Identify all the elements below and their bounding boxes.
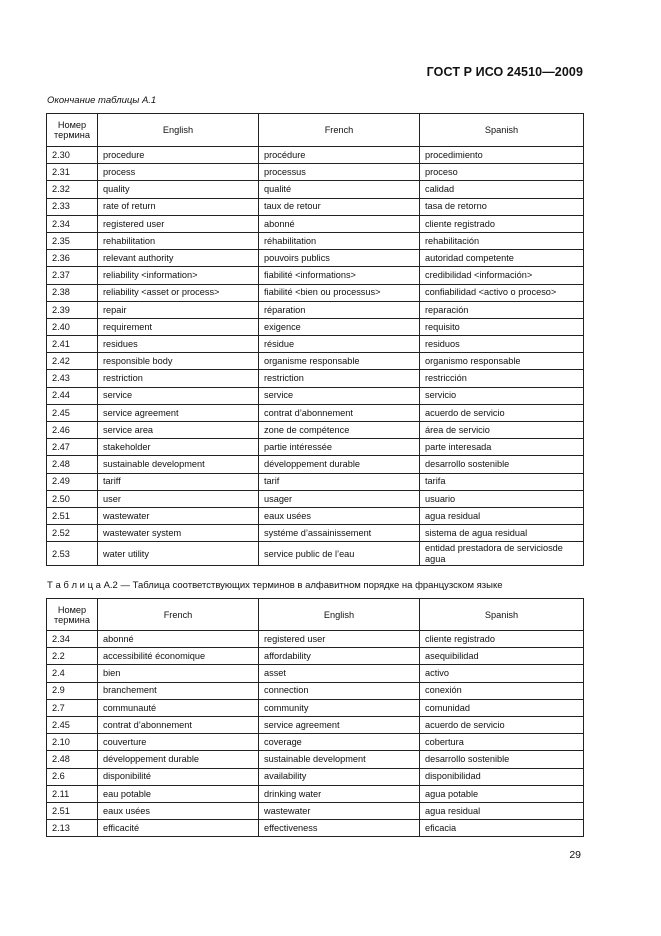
cell-term-number: 2.11 (47, 785, 98, 802)
cell-term-3: parte interesada (420, 439, 584, 456)
cell-term-number: 2.2 (47, 648, 98, 665)
cell-term-3: organismo responsable (420, 353, 584, 370)
cell-term-2: sustainable development (259, 751, 420, 768)
cell-term-1: wastewater (98, 507, 259, 524)
cell-term-2: usager (259, 490, 420, 507)
cell-term-number: 2.4 (47, 665, 98, 682)
table-row (47, 353, 584, 370)
cell-term-1: rehabilitation (98, 232, 259, 249)
cell-term-number: 2.40 (47, 318, 98, 335)
cell-term-3: comunidad (420, 699, 584, 716)
table-row (47, 318, 584, 335)
cell-term-1: sustainable development (98, 456, 259, 473)
cell-term-3: eficacia (420, 820, 584, 837)
cell-term-2: résidue (259, 336, 420, 353)
cell-term-2: connection (259, 682, 420, 699)
cell-term-1: residues (98, 336, 259, 353)
cell-term-2: systéme d’assainissement (259, 525, 420, 542)
table-row (47, 267, 584, 284)
cell-term-1: couverture (98, 734, 259, 751)
cell-term-number: 2.52 (47, 525, 98, 542)
cell-term-3: acuerdo de servicio (420, 404, 584, 421)
table-row (47, 370, 584, 387)
cell-term-3: activo (420, 665, 584, 682)
cell-term-1: disponibilité (98, 768, 259, 785)
header-french: French (98, 599, 259, 631)
cell-term-3: procedimiento (420, 147, 584, 164)
cell-term-number: 2.36 (47, 250, 98, 267)
cell-term-3: área de servicio (420, 422, 584, 439)
cell-term-2: contrat d’abonnement (259, 404, 420, 421)
cell-term-1: tariff (98, 473, 259, 490)
terms-table-a1 (46, 113, 584, 566)
cell-term-2: registered user (259, 631, 420, 648)
cell-term-2: effectiveness (259, 820, 420, 837)
cell-term-1: communauté (98, 699, 259, 716)
cell-term-2: partie intéressée (259, 439, 420, 456)
table-row (47, 387, 584, 404)
cell-term-2: développement durable (259, 456, 420, 473)
cell-term-2: drinking water (259, 785, 420, 802)
table-row (47, 422, 584, 439)
table-row (47, 734, 584, 751)
cell-term-2: abonné (259, 215, 420, 232)
table-row (47, 631, 584, 648)
table-row (47, 215, 584, 232)
cell-term-3: sistema de agua residual (420, 525, 584, 542)
cell-term-number: 2.43 (47, 370, 98, 387)
cell-term-number: 2.51 (47, 802, 98, 819)
cell-term-number: 2.47 (47, 439, 98, 456)
cell-term-number: 2.30 (47, 147, 98, 164)
cell-term-3: agua residual (420, 507, 584, 524)
cell-term-3: disponibilidad (420, 768, 584, 785)
cell-term-1: service agreement (98, 404, 259, 421)
table-row (47, 802, 584, 819)
cell-term-2: coverage (259, 734, 420, 751)
cell-term-3: desarrollo sostenible (420, 456, 584, 473)
cell-term-1: service area (98, 422, 259, 439)
table-header-row (47, 599, 584, 631)
cell-term-1: reliability <asset or process> (98, 284, 259, 301)
cell-term-3: acuerdo de servicio (420, 716, 584, 733)
table-row (47, 490, 584, 507)
cell-term-number: 2.41 (47, 336, 98, 353)
cell-term-number: 2.33 (47, 198, 98, 215)
table-header-row (47, 114, 584, 147)
table-row (47, 404, 584, 421)
table-row (47, 232, 584, 249)
table-row (47, 301, 584, 318)
table-row (47, 699, 584, 716)
table-row (47, 147, 584, 164)
cell-term-3: cliente registrado (420, 215, 584, 232)
table-row (47, 181, 584, 198)
cell-term-number: 2.13 (47, 820, 98, 837)
cell-term-3: credibilidad <información> (420, 267, 584, 284)
terms-table-a2 (46, 598, 584, 837)
cell-term-1: repair (98, 301, 259, 318)
cell-term-1: rate of return (98, 198, 259, 215)
cell-term-1: service (98, 387, 259, 404)
cell-term-3: restricción (420, 370, 584, 387)
cell-term-number: 2.51 (47, 507, 98, 524)
cell-term-number: 2.37 (47, 267, 98, 284)
header-french: French (259, 114, 420, 147)
table-row (47, 751, 584, 768)
cell-term-2: organisme responsable (259, 353, 420, 370)
cell-term-2: wastewater (259, 802, 420, 819)
cell-term-1: user (98, 490, 259, 507)
table-row (47, 164, 584, 181)
cell-term-1: branchement (98, 682, 259, 699)
cell-term-1: quality (98, 181, 259, 198)
table-row (47, 439, 584, 456)
cell-term-number: 2.42 (47, 353, 98, 370)
cell-term-2: service agreement (259, 716, 420, 733)
cell-term-2: procédure (259, 147, 420, 164)
table-row (47, 250, 584, 267)
cell-term-1: développement durable (98, 751, 259, 768)
cell-term-3: cobertura (420, 734, 584, 751)
cell-term-2: fiabilité <informations> (259, 267, 420, 284)
cell-term-number: 2.45 (47, 716, 98, 733)
cell-term-3: entidad prestadora de serviciosde agua (420, 542, 584, 566)
cell-term-2: zone de compétence (259, 422, 420, 439)
table-row (47, 525, 584, 542)
cell-term-1: eaux usées (98, 802, 259, 819)
cell-term-2: réparation (259, 301, 420, 318)
cell-term-number: 2.50 (47, 490, 98, 507)
cell-term-2: asset (259, 665, 420, 682)
cell-term-number: 2.35 (47, 232, 98, 249)
cell-term-2: community (259, 699, 420, 716)
cell-term-2: restriction (259, 370, 420, 387)
cell-term-1: requirement (98, 318, 259, 335)
table-row (47, 785, 584, 802)
table-row (47, 768, 584, 785)
cell-term-number: 2.6 (47, 768, 98, 785)
cell-term-3: conexión (420, 682, 584, 699)
table-row (47, 284, 584, 301)
cell-term-2: affordability (259, 648, 420, 665)
cell-term-number: 2.10 (47, 734, 98, 751)
cell-term-number: 2.53 (47, 542, 98, 566)
cell-term-3: desarrollo sostenible (420, 751, 584, 768)
cell-term-3: residuos (420, 336, 584, 353)
cell-term-3: proceso (420, 164, 584, 181)
cell-term-number: 2.31 (47, 164, 98, 181)
cell-term-number: 2.44 (47, 387, 98, 404)
header-term-number: Номер термина (47, 114, 98, 147)
header-english: English (98, 114, 259, 147)
cell-term-number: 2.32 (47, 181, 98, 198)
cell-term-1: eau potable (98, 785, 259, 802)
cell-term-3: servicio (420, 387, 584, 404)
table1-caption: Окончание таблицы А.1 (47, 95, 157, 106)
cell-term-number: 2.9 (47, 682, 98, 699)
cell-term-2: eaux usées (259, 507, 420, 524)
cell-term-3: rehabilitación (420, 232, 584, 249)
cell-term-number: 2.46 (47, 422, 98, 439)
table-row (47, 507, 584, 524)
cell-term-number: 2.34 (47, 215, 98, 232)
cell-term-1: contrat d’abonnement (98, 716, 259, 733)
table-row (47, 456, 584, 473)
cell-term-1: reliability <information> (98, 267, 259, 284)
cell-term-1: accessibilité économique (98, 648, 259, 665)
cell-term-2: processus (259, 164, 420, 181)
cell-term-number: 2.45 (47, 404, 98, 421)
cell-term-number: 2.38 (47, 284, 98, 301)
header-spanish: Spanish (420, 599, 584, 631)
table-row (47, 682, 584, 699)
header-english: English (259, 599, 420, 631)
table-row (47, 542, 584, 566)
cell-term-2: taux de retour (259, 198, 420, 215)
cell-term-3: reparación (420, 301, 584, 318)
cell-term-number: 2.7 (47, 699, 98, 716)
header-spanish: Spanish (420, 114, 584, 147)
cell-term-2: qualité (259, 181, 420, 198)
cell-term-3: agua residual (420, 802, 584, 819)
cell-term-1: abonné (98, 631, 259, 648)
cell-term-1: procedure (98, 147, 259, 164)
header-term-number: Номер термина (47, 599, 98, 631)
table-row (47, 198, 584, 215)
cell-term-2: réhabilitation (259, 232, 420, 249)
cell-term-1: registered user (98, 215, 259, 232)
cell-term-number: 2.48 (47, 456, 98, 473)
cell-term-2: tarif (259, 473, 420, 490)
cell-term-number: 2.34 (47, 631, 98, 648)
cell-term-3: cliente registrado (420, 631, 584, 648)
cell-term-1: water utility (98, 542, 259, 566)
cell-term-3: calidad (420, 181, 584, 198)
cell-term-1: wastewater system (98, 525, 259, 542)
cell-term-3: requisito (420, 318, 584, 335)
table-row (47, 336, 584, 353)
table-row (47, 665, 584, 682)
cell-term-1: process (98, 164, 259, 181)
cell-term-3: tasa de retorno (420, 198, 584, 215)
cell-term-2: pouvoirs publics (259, 250, 420, 267)
cell-term-1: restriction (98, 370, 259, 387)
cell-term-3: usuario (420, 490, 584, 507)
table-row (47, 648, 584, 665)
cell-term-2: availability (259, 768, 420, 785)
cell-term-2: fiabilité <bien ou processus> (259, 284, 420, 301)
cell-term-number: 2.49 (47, 473, 98, 490)
cell-term-number: 2.39 (47, 301, 98, 318)
cell-term-2: exigence (259, 318, 420, 335)
table-row (47, 473, 584, 490)
cell-term-3: confiabilidad <activo o proceso> (420, 284, 584, 301)
table-row (47, 716, 584, 733)
table-row (47, 820, 584, 837)
table2-caption: Т а б л и ц а А.2 — Таблица соответствующих терминов в алфавитном порядке на французском языке (47, 580, 503, 591)
cell-term-3: agua potable (420, 785, 584, 802)
cell-term-3: tarifa (420, 473, 584, 490)
cell-term-1: efficacité (98, 820, 259, 837)
cell-term-number: 2.48 (47, 751, 98, 768)
cell-term-2: service (259, 387, 420, 404)
cell-term-1: responsible body (98, 353, 259, 370)
page-number: 29 (569, 849, 581, 861)
cell-term-3: asequibilidad (420, 648, 584, 665)
cell-term-2: service public de l’eau (259, 542, 420, 566)
cell-term-3: autoridad competente (420, 250, 584, 267)
cell-term-1: bien (98, 665, 259, 682)
cell-term-1: relevant authority (98, 250, 259, 267)
cell-term-1: stakeholder (98, 439, 259, 456)
document-code: ГОСТ Р ИСО 24510—2009 (426, 65, 583, 79)
